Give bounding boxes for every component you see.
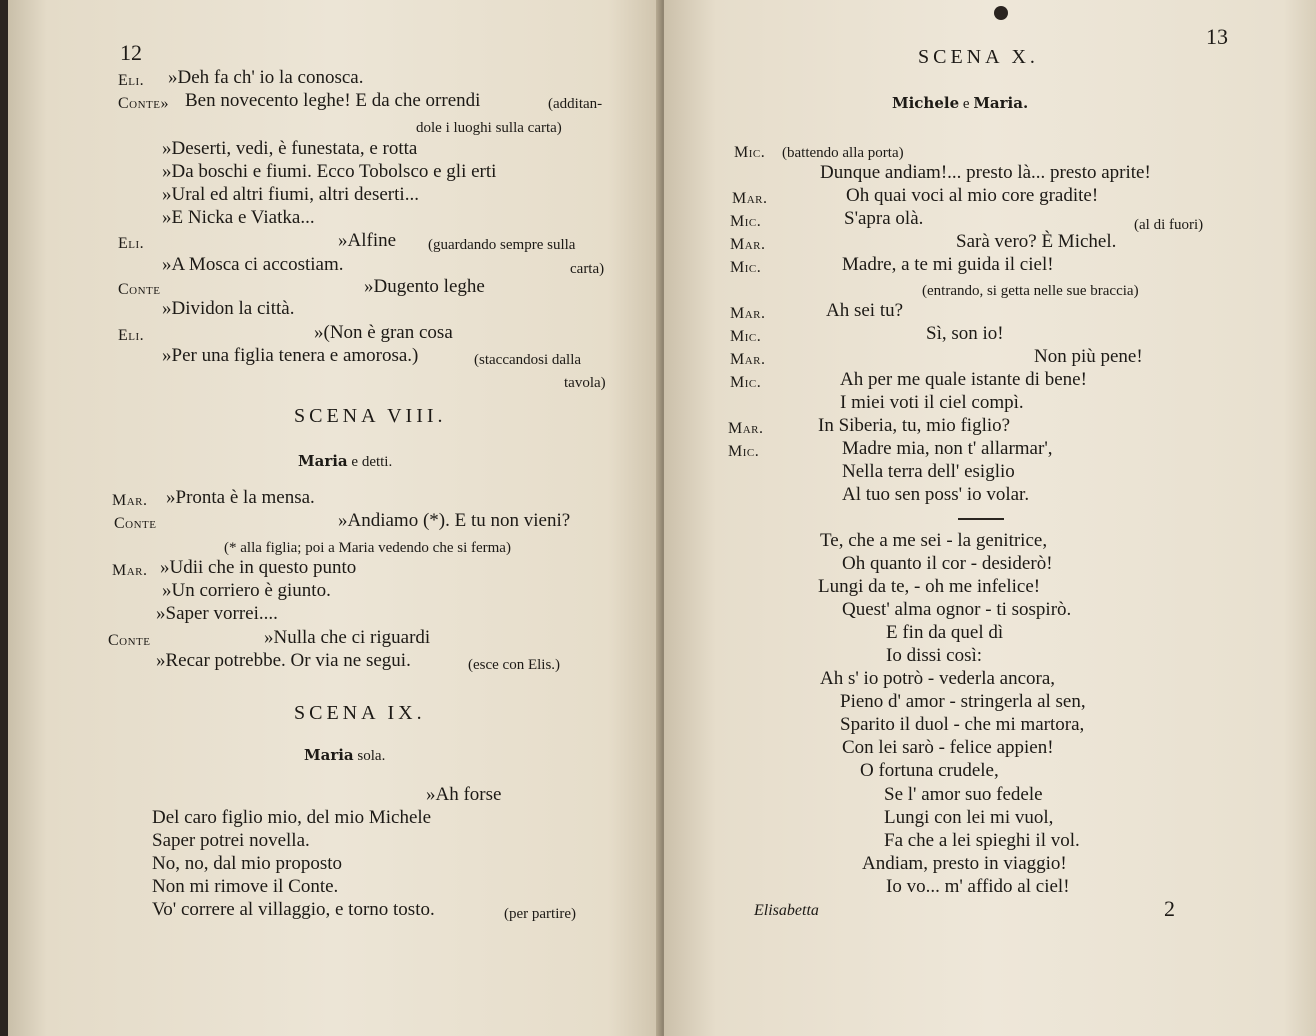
- signature-mark: Elisabetta: [754, 902, 819, 919]
- verse-line: Madre, a te mi guida il ciel!: [842, 254, 1054, 275]
- speaker: Mar.: [730, 351, 766, 368]
- cast-rest: e detti.: [351, 454, 393, 470]
- speaker: Mar.: [112, 492, 148, 509]
- verse-line: Ah per me quale istante di bene!: [840, 369, 1087, 390]
- aria-line: Io dissi così:: [886, 645, 983, 666]
- speaker: Eli.: [118, 72, 145, 89]
- cast-name: Maria: [298, 452, 348, 470]
- stage-direction: (esce con Elis.): [468, 657, 561, 673]
- stage-direction: (additan-: [548, 96, 603, 112]
- cast-name: Maria: [304, 746, 354, 764]
- verse-line: I miei voti il ciel compì.: [840, 392, 1024, 413]
- cast-rest: sola.: [357, 748, 386, 764]
- ink-mark: [994, 6, 1008, 20]
- speaker: Mar.: [732, 190, 768, 207]
- verse-line: »Deh fa ch' io la conosca.: [168, 67, 364, 88]
- speaker: Mar.: [728, 420, 764, 437]
- verse-line: Non più pene!: [1034, 346, 1143, 367]
- verse-line: »Udii che in questo punto: [160, 557, 357, 578]
- cast-rest: e: [962, 96, 970, 112]
- scene-heading: SCENA X.: [918, 46, 1039, 68]
- aria-line: Sparito il duol - che mi martora,: [840, 714, 1085, 735]
- stage-direction: (guardando sempre sulla: [428, 237, 576, 253]
- verse-line: »A Mosca ci accostiam.: [162, 254, 344, 275]
- signature-number: 2: [1164, 896, 1175, 921]
- speaker: Conte»: [118, 95, 169, 112]
- scene-cast: [304, 744, 385, 767]
- aria-line: Fa che a lei spieghi il vol.: [884, 830, 1080, 851]
- verse-line: »Saper vorrei....: [156, 603, 278, 624]
- verse-line: »Andiamo (*). E tu non vieni?: [338, 510, 571, 531]
- stage-direction: (al di fuori): [1134, 217, 1204, 233]
- aria-line: O fortuna crudele,: [860, 760, 999, 781]
- verse-line: Oh quai voci al mio core gradite!: [846, 185, 1099, 206]
- speaker: Conte: [118, 281, 161, 298]
- verse-line: »Dugento leghe: [364, 276, 485, 297]
- verse-line: »E Nicka e Viatka...: [162, 207, 315, 228]
- verse-line: »Un corriero è giunto.: [162, 580, 331, 601]
- stage-direction: tavola): [564, 375, 606, 391]
- verse-line: »Alfine: [338, 230, 397, 251]
- cast-name: Michele: [892, 94, 960, 112]
- aria-line: Te, che a me sei - la genitrice,: [820, 530, 1048, 551]
- aria-line: Se l' amor suo fedele: [884, 784, 1043, 805]
- verse-line: Sì, son io!: [926, 323, 1004, 344]
- verse-line: Nella terra dell' esiglio: [842, 461, 1015, 482]
- verse-line: In Siberia, tu, mio figlio?: [818, 415, 1011, 436]
- verse-line: »Pronta è la mensa.: [166, 487, 315, 508]
- verse-line: »Nulla che ci riguardi: [264, 627, 431, 648]
- verse-line: Dunque andiam!... presto là... presto aprite!: [820, 162, 1151, 183]
- speaker: Mic.: [728, 443, 760, 460]
- stage-direction: (battendo alla porta): [782, 145, 904, 161]
- aria-line: Lungi da te, - oh me infelice!: [818, 576, 1041, 597]
- speaker: Eli.: [118, 235, 145, 252]
- aria-line: Quest' alma ognor - ti sospirò.: [842, 599, 1072, 620]
- speaker: Mar.: [112, 562, 148, 579]
- speaker: Conte: [114, 515, 157, 532]
- right-page: [664, 0, 1316, 1036]
- speaker: Eli.: [118, 327, 145, 344]
- aria-line: Con lei sarò - felice appien!: [842, 737, 1054, 758]
- verse-line: »Recar potrebbe. Or via ne segui.: [156, 650, 411, 671]
- speaker: Mic.: [730, 374, 762, 391]
- verse-line: Madre mia, non t' allarmar',: [842, 438, 1053, 459]
- stage-direction: dole i luoghi sulla carta): [416, 120, 562, 136]
- verse-line: »Per una figlia tenera e amorosa.): [162, 345, 419, 366]
- scene-heading: SCENA IX.: [294, 702, 426, 724]
- cast-name: Maria.: [973, 94, 1029, 112]
- verse-line: S'apra olà.: [844, 208, 924, 229]
- speaker: Mic.: [730, 213, 762, 230]
- verse-line: »Da boschi e fiumi. Ecco Tobolsco e gli erti: [162, 161, 497, 182]
- speaker: Mic.: [730, 328, 762, 345]
- speaker: Mar.: [730, 236, 766, 253]
- verse-line: »Ural ed altri fiumi, altri deserti...: [162, 184, 419, 205]
- stage-direction: (entrando, si getta nelle sue braccia): [922, 283, 1139, 299]
- verse-line: »Deserti, vedi, è funestata, e rotta: [162, 138, 418, 159]
- verse-line: »Dividon la città.: [162, 298, 295, 319]
- speaker: Mic.: [734, 144, 766, 161]
- speaker: Conte: [108, 632, 151, 649]
- scene-cast: [298, 450, 392, 473]
- aria-line: Pieno d' amor - stringerla al sen,: [840, 691, 1086, 712]
- verse-line: »(Non è gran cosa: [314, 322, 453, 343]
- left-page: [8, 0, 660, 1036]
- separator-rule: [958, 518, 1004, 520]
- aria-line: E fin da quel dì: [886, 622, 1004, 643]
- aria-line: Ah s' io potrò - vederla ancora,: [820, 668, 1056, 689]
- aria-line: Io vo... m' affido al ciel!: [886, 876, 1070, 897]
- verse-line: Ah sei tu?: [826, 300, 904, 321]
- page-number: 13: [1206, 24, 1228, 49]
- verse-line: Del caro figlio mio, del mio Michele: [152, 807, 432, 828]
- aria-line: Oh quanto il cor - desiderò!: [842, 553, 1053, 574]
- page-number: 12: [120, 40, 142, 65]
- verse-line: Sarà vero? È Michel.: [956, 231, 1117, 252]
- verse-line: Vo' correre al villaggio, e torno tosto.: [152, 899, 435, 920]
- verse-line: »Ah forse: [426, 784, 502, 805]
- verse-line: Saper potrei novella.: [152, 830, 310, 851]
- stage-direction: (* alla figlia; poi a Maria vedendo che si ferma): [224, 540, 511, 556]
- stage-direction: (per partire): [504, 906, 577, 922]
- scene-cast: [892, 92, 1028, 115]
- speaker: Mar.: [730, 305, 766, 322]
- aria-line: Andiam, presto in viaggio!: [862, 853, 1067, 874]
- stage-direction: (staccandosi dalla: [474, 352, 582, 368]
- verse-line: Non mi rimove il Conte.: [152, 876, 339, 897]
- verse-line: Al tuo sen poss' io volar.: [842, 484, 1030, 505]
- speaker: Mic.: [730, 259, 762, 276]
- aria-line: Lungi con lei mi vuol,: [884, 807, 1054, 828]
- verse-line: Ben novecento leghe! E da che orrendi: [185, 90, 481, 111]
- stage-direction: carta): [570, 261, 605, 277]
- scene-heading: SCENA VIII.: [294, 405, 447, 427]
- verse-line: No, no, dal mio proposto: [152, 853, 342, 874]
